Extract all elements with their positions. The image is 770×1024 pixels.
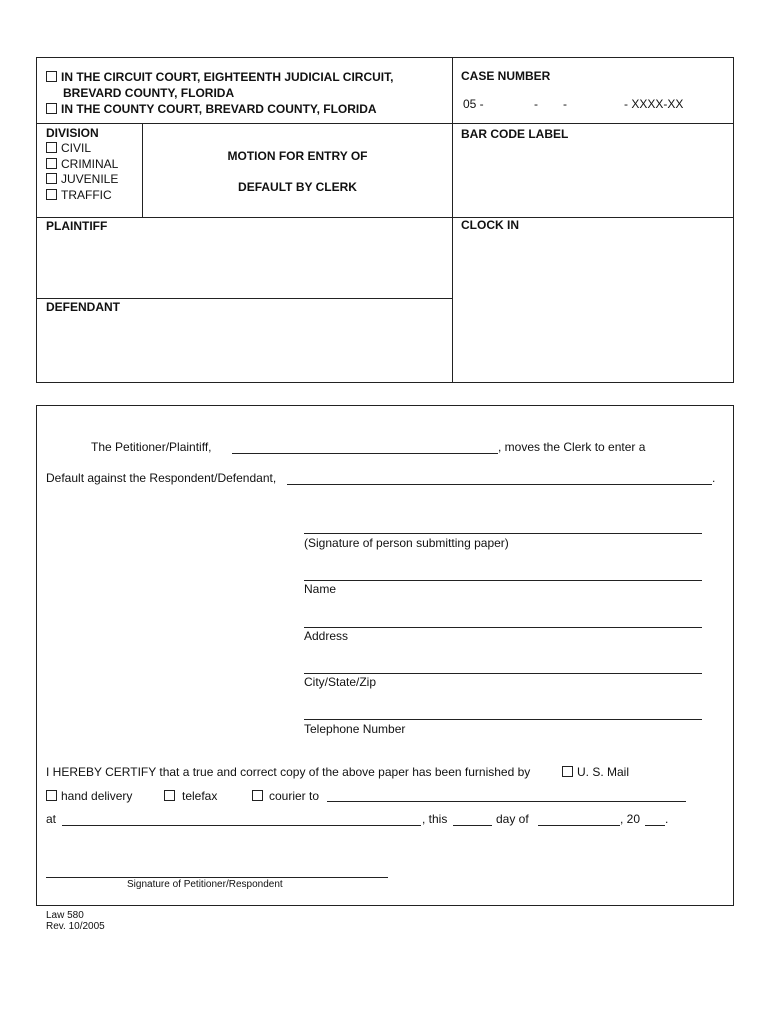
form-number: Law 580: [46, 910, 84, 921]
juvenile-checkbox[interactable]: [46, 173, 57, 184]
case-number-prefix: 05 -: [463, 97, 484, 111]
name-line[interactable]: [304, 580, 702, 581]
at-address-field[interactable]: [62, 825, 421, 826]
county-court-label: IN THE COUNTY COURT, BREVARD COUNTY, FLORIDA: [61, 102, 377, 116]
signature-label: (Signature of person submitting paper): [304, 536, 509, 550]
courier-to-field[interactable]: [327, 801, 686, 802]
circuit-court-option[interactable]: [46, 70, 393, 84]
traffic-label: TRAFFIC: [61, 188, 112, 202]
brevard-county-label: BREVARD COUNTY, FLORIDA: [63, 86, 235, 100]
caption-divider-2: [36, 217, 734, 218]
division-divider: [142, 123, 143, 217]
case-number-label: CASE NUMBER: [461, 69, 551, 83]
county-court-option[interactable]: [46, 102, 377, 116]
circuit-court-checkbox[interactable]: [46, 71, 57, 82]
signature-line[interactable]: [304, 533, 702, 534]
at-label: at: [46, 812, 57, 826]
hand-delivery-label: hand delivery: [61, 789, 133, 803]
hand-delivery-option[interactable]: [46, 789, 132, 803]
circuit-court-label: IN THE CIRCUIT COURT, EIGHTEENTH JUDICIAL CIRCUIT,: [61, 70, 394, 84]
address-line[interactable]: [304, 627, 702, 628]
caption-divider-3: [36, 298, 452, 299]
day-of-label: day of: [496, 812, 529, 826]
telefax-label: telefax: [182, 789, 218, 803]
telefax-checkbox[interactable]: [164, 790, 175, 801]
telephone-label: Telephone Number: [304, 722, 406, 736]
petitioner-name-field[interactable]: [232, 453, 498, 454]
default-period: .: [712, 471, 716, 485]
form-title-line-1: MOTION FOR ENTRY OF: [227, 149, 368, 163]
us-mail-checkbox[interactable]: [562, 766, 573, 777]
case-number-dash-2: -: [563, 97, 567, 111]
certify-text: I HEREBY CERTIFY that a true and correct copy of the above paper has been furnished by: [46, 765, 531, 779]
traffic-checkbox[interactable]: [46, 189, 57, 200]
moves-text: , moves the Clerk to enter a: [498, 440, 646, 454]
year-field[interactable]: [645, 825, 665, 826]
year-period: .: [665, 812, 669, 826]
hand-delivery-checkbox[interactable]: [46, 790, 57, 801]
civil-checkbox[interactable]: [46, 142, 57, 153]
criminal-label: CRIMINAL: [61, 157, 119, 171]
name-label: Name: [304, 582, 337, 596]
address-label: Address: [304, 629, 349, 643]
petitioner-text: The Petitioner/Plaintiff,: [91, 440, 212, 454]
county-court-checkbox[interactable]: [46, 103, 57, 114]
division-label: DIVISION: [46, 126, 99, 140]
clock-in-label: CLOCK IN: [461, 218, 519, 232]
petitioner-signature-label: Signature of Petitioner/Respondent: [127, 879, 283, 890]
division-juvenile-option[interactable]: [46, 172, 118, 186]
day-field[interactable]: [453, 825, 492, 826]
defendant-label: DEFENDANT: [46, 300, 120, 314]
division-civil-option[interactable]: [46, 141, 91, 155]
courier-label: courier to: [269, 789, 320, 803]
caption-divider-1: [36, 123, 734, 124]
telefax-option[interactable]: [164, 789, 217, 803]
caption-vertical-divider: [452, 57, 453, 383]
this-label: , this: [422, 812, 448, 826]
city-state-zip-line[interactable]: [304, 673, 702, 674]
division-traffic-option[interactable]: [46, 188, 112, 202]
form-revision: Rev. 10/2005: [46, 921, 105, 932]
default-text: Default against the Respondent/Defendant,: [46, 471, 277, 485]
us-mail-option[interactable]: [562, 765, 629, 779]
month-field[interactable]: [538, 825, 620, 826]
city-state-zip-label: City/State/Zip: [304, 675, 377, 689]
juvenile-label: JUVENILE: [61, 172, 119, 186]
year-label: , 20: [620, 812, 641, 826]
case-number-dash-1: -: [534, 97, 538, 111]
plaintiff-label: PLAINTIFF: [46, 219, 108, 233]
case-number-suffix: - XXXX-XX: [624, 97, 684, 111]
respondent-name-field[interactable]: [287, 484, 712, 485]
division-criminal-option[interactable]: [46, 157, 118, 171]
bar-code-label: BAR CODE LABEL: [461, 127, 569, 141]
form-title-line-2: DEFAULT BY CLERK: [238, 180, 357, 194]
civil-label: CIVIL: [61, 141, 92, 155]
courier-checkbox[interactable]: [252, 790, 263, 801]
courier-option[interactable]: [252, 789, 319, 803]
petitioner-signature-line[interactable]: [46, 877, 388, 878]
telephone-line[interactable]: [304, 719, 702, 720]
criminal-checkbox[interactable]: [46, 158, 57, 169]
us-mail-label: U. S. Mail: [577, 765, 630, 779]
